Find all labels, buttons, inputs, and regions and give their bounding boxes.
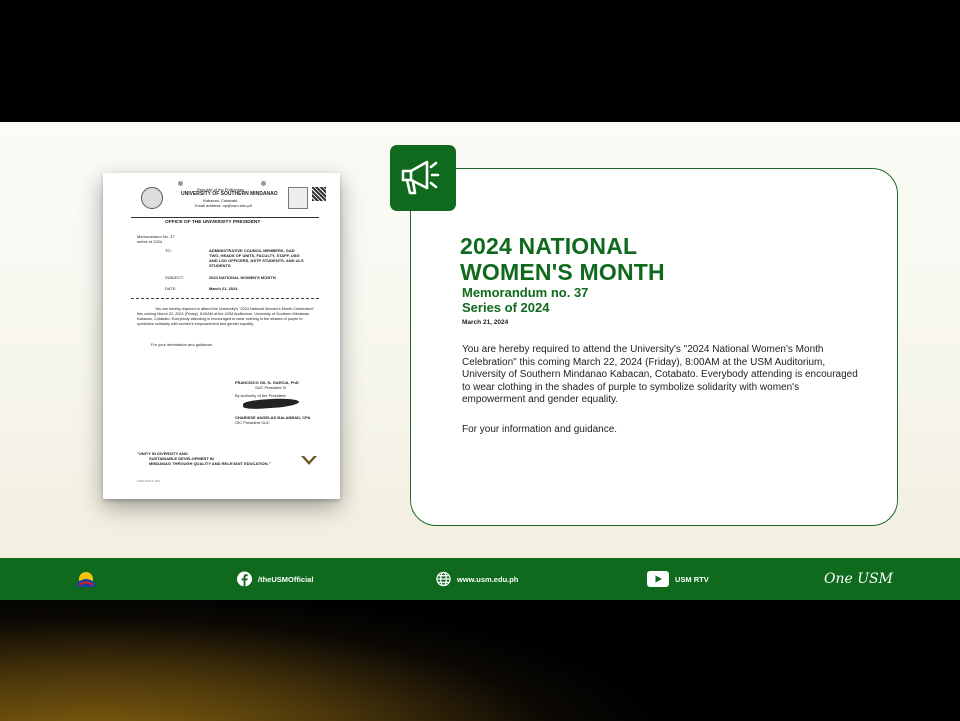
memo-to-line: STUDENTS	[209, 263, 231, 268]
title-line: 2024 NATIONAL	[460, 233, 638, 259]
memo-subtitle	[462, 285, 588, 315]
memo-oic-title: OIC President SUC	[235, 420, 270, 425]
handwritten-signature	[243, 397, 299, 410]
memo-number: Memorandum No. 37	[137, 234, 175, 239]
memo-dashed-divider	[131, 298, 319, 299]
memo-motto: "UNITY IN DIVERSITY AND	[137, 451, 188, 456]
one-usm-tagline: One USM	[824, 571, 893, 587]
memo-motto: MINDANAO THROUGH QUALITY AND RELEVANT EDUCATION."	[149, 461, 271, 466]
globe-icon	[436, 572, 451, 587]
memo-header-republic: Republic of the Philippines	[197, 187, 245, 192]
announcement-body: You are hereby required to attend the University's "2024 National Women's Month Celebration" this coming March 22, 2024 (Friday), 8:00AM at the USM Auditorium, University of Southern Mindanao Kabacan, Cotabato. Everybody attending is encouraged to wear clothing in the shades of purple to symbolize solidarity with women's empowerment and gender equality.	[462, 344, 858, 405]
facebook-link[interactable]	[237, 558, 313, 600]
website-link[interactable]	[436, 558, 518, 600]
memo-header-email: Email address: op@usm.edu.ph	[195, 203, 252, 208]
memo-to-label: TO:	[165, 248, 172, 253]
memo-date: March 21, 2024	[209, 286, 238, 291]
memo-header-university: UNIVERSITY OF SOUTHERN MINDANAO	[181, 191, 278, 197]
memo-to-line: TWG, HEADS OF UNITS, FACULTY, STAFF, USG	[209, 253, 300, 258]
memo-oic-name: CHARISSE ANGELAS BALANBAD, CPA	[235, 415, 311, 420]
memo-to-line: AND LSG OFFICERS, NSTP STUDENTS, AND ULS	[209, 258, 304, 263]
facebook-handle: /theUSMOfficial	[258, 574, 314, 584]
megaphone-icon	[399, 157, 447, 199]
youtube-link[interactable]	[647, 558, 709, 600]
top-black-band	[0, 0, 960, 122]
bagong-pilipinas-logo	[74, 558, 98, 600]
memo-signatory-title: SUC President IV	[255, 385, 287, 390]
bottom-gradient-band	[0, 600, 960, 721]
title-line: WOMEN'S MONTH	[460, 259, 665, 285]
binder-hole	[261, 181, 266, 186]
facebook-icon	[237, 572, 252, 587]
memorandum-document	[103, 173, 340, 499]
certification-badge-icon	[288, 187, 308, 209]
binder-hole	[178, 181, 183, 186]
memo-paragraph: You are hereby required to attend the University's "2024 National Women's Month Celebration" this coming March 22, 2024 (Friday), 8:00AM at the USM Auditorium, University of Southern Mindanao Kabacan, Cotabato. Everybody attending is encouraged to wear clothing in the shades of purple to symbolize solidarity with women's empowerment and gender equality.	[137, 307, 315, 326]
qr-code-icon	[312, 187, 326, 201]
memo-series-label: Series of 2024	[462, 300, 550, 315]
memo-date-label: March 21, 2024	[462, 319, 509, 326]
memo-signatory: FRANCISCO GIL N. GARCIA, PhD	[235, 380, 299, 385]
announcement-closing: For your information and guidance.	[462, 424, 618, 435]
youtube-channel: USM RTV	[675, 574, 709, 584]
usm-mark-icon	[301, 456, 317, 465]
memo-number-label: Memorandum no. 37	[462, 285, 589, 300]
footer-bar	[0, 558, 960, 600]
page-title	[460, 233, 665, 285]
memo-divider	[131, 217, 319, 218]
memo-authority: By Authority of the President:	[235, 393, 287, 398]
memo-subject: 2024 NATIONAL WOMEN'S MONTH	[209, 275, 276, 280]
memo-to-line: ADMINISTRATIVE COUNCIL MEMBERS, GAD	[209, 248, 295, 253]
memo-subject-label: SUBJECT:	[165, 275, 184, 280]
bagong-pilipinas-icon	[74, 569, 98, 589]
youtube-icon	[647, 572, 669, 587]
memo-series: series of 2024	[137, 239, 163, 244]
memo-closing: For your information and guidance.	[151, 342, 214, 347]
megaphone-badge	[390, 145, 456, 211]
memo-office: OFFICE OF THE UNIVERSITY PRESIDENT	[165, 220, 261, 225]
website-url: www.usm.edu.ph	[457, 574, 519, 584]
memo-motto: SUSTAINABLE DEVELOPMENT IN	[149, 456, 214, 461]
memo-header-location: Kabacan, Cotabato	[203, 198, 238, 203]
usm-seal-icon	[141, 187, 163, 209]
memo-date-label: DATE:	[165, 286, 177, 291]
memo-form-code: USM-OUP-F-001	[137, 479, 161, 483]
